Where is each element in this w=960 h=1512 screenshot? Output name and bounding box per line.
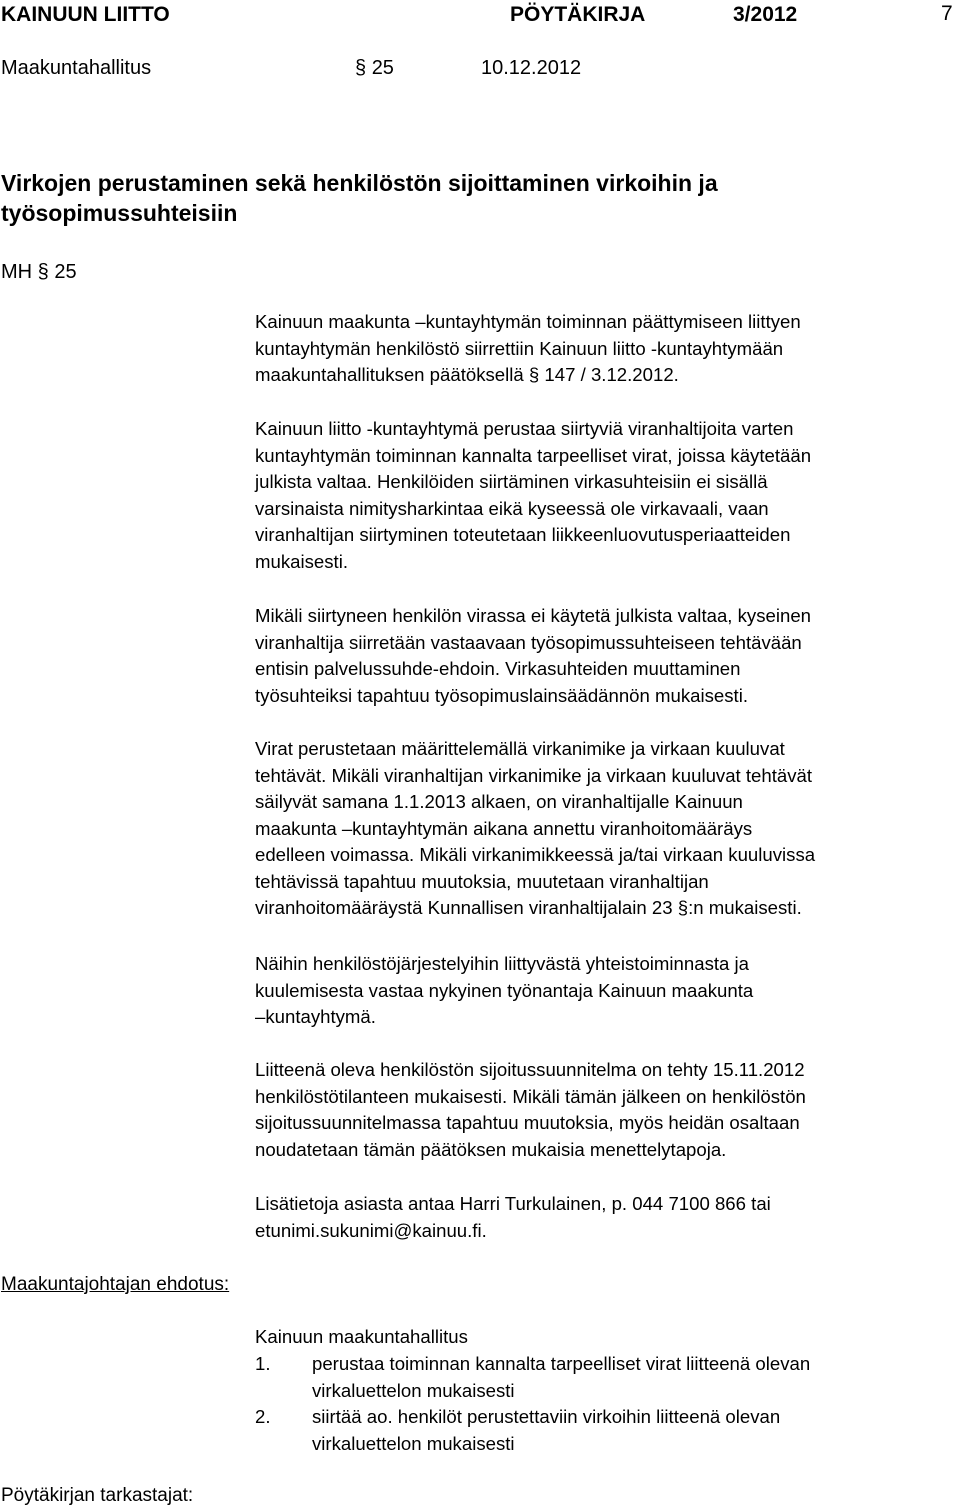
text-line: kuntayhtymän henkilöstö siirrettiin Kainuun liitto -kuntayhtymään xyxy=(255,337,784,359)
text-line: säilyvät samana 1.1.2013 alkaen, on viranhaltijalle Kainuun xyxy=(255,791,743,812)
text-line: Liitteenä oleva henkilöstön sijoitussuunnitelma on tehty 15.11.2012 xyxy=(255,1059,805,1080)
proposal-list xyxy=(255,1351,959,1457)
text-line: viranhaltija siirretään vastaavaan työsopimussuhteiseen tehtävään xyxy=(255,631,802,653)
text-line: Näihin henkilöstöjärjestelyihin liittyvästä yhteistoiminnasta ja xyxy=(255,953,750,974)
text-line: –kuntayhtymä. xyxy=(255,1006,376,1027)
paragraph-7 xyxy=(255,1191,959,1244)
text-line: perustaa toiminnan kannalta tarpeelliset virat liitteenä olevan xyxy=(312,1353,811,1374)
doc-number: 3/2012 xyxy=(733,3,798,26)
text-line: Kainuun maakunta –kuntayhtymän toiminnan päättymiseen liittyen xyxy=(255,311,801,332)
text-line: maakunta –kuntayhtymän aikana annettu viranhoitomääräys xyxy=(255,817,753,839)
page-number: 7 xyxy=(941,2,953,25)
text-line: maakuntahallituksen päätöksellä § 147 / 3.12.2012. xyxy=(255,364,679,385)
text-line: kuntayhtymän toiminnan kannalta tarpeelliset virat, joissa käytetään xyxy=(255,444,812,466)
body-name: Maakuntahallitus xyxy=(1,57,152,79)
text-line: sijoitussuunnitelmassa tapahtuu muutoksia, myös heidän osaltaan xyxy=(255,1112,800,1133)
list-item xyxy=(255,1404,959,1457)
paragraph-4 xyxy=(255,736,959,922)
list-number: 2. xyxy=(255,1406,271,1427)
text-line: työsuhteiksi tapahtuu työsopimuslainsäädännön mukaisesti. xyxy=(255,684,749,706)
text-line: julkista valtaa. Henkilöiden siirtäminen virkasuhteisiin ei sisällä xyxy=(255,471,768,492)
title-line-1: Virkojen perustaminen sekä henkilöstön sijoittaminen virkoihin ja xyxy=(1,170,718,196)
list-number: 1. xyxy=(255,1353,271,1374)
text-line: tehtävät. Mikäli viranhaltijan virkanimike ja virkaan kuuluvat tehtävät xyxy=(255,764,813,786)
paragraph-3 xyxy=(255,603,959,709)
text-line: siirtää ao. henkilöt perustettaviin virkoihin liitteenä olevan xyxy=(312,1406,781,1427)
text-line: virkaluettelon mukaisesti xyxy=(312,1379,515,1401)
section-number-value: 25 xyxy=(371,57,394,79)
paragraph-5 xyxy=(255,951,959,1031)
paragraph-1 xyxy=(255,309,959,389)
list-item xyxy=(255,1351,959,1404)
section-sign: § xyxy=(355,57,367,79)
proposal-intro xyxy=(255,1324,959,1351)
text-line: tehtävissä tapahtuu muutoksia, muutetaan viranhaltijan xyxy=(255,870,709,892)
title-line-2: työsopimussuhteisiin xyxy=(1,200,238,226)
text-line: Virat perustetaan määrittelemällä virkanimike ja virkaan kuuluvat xyxy=(255,738,785,759)
text-line: entisin palvelussuhde-ehdoin. Virkasuhteiden muuttaminen xyxy=(255,658,741,679)
section-number xyxy=(355,57,394,79)
paragraph-2 xyxy=(255,416,959,575)
text-line: Kainuun liitto -kuntayhtymä perustaa siirtyviä viranhaltijoita varten xyxy=(255,418,794,439)
page-title xyxy=(1,168,901,228)
text-line: viranhaltijan siirtyminen toteutetaan liikkeenluovutusperiaatteiden xyxy=(255,524,791,545)
reviewers-label: Pöytäkirjan tarkastajat: xyxy=(1,1485,194,1506)
meeting-date: 10.12.2012 xyxy=(481,57,582,79)
proposal-label: Maakuntajohtajan ehdotus: xyxy=(1,1274,230,1295)
org-name: KAINUUN LIITTO xyxy=(1,3,170,26)
text-line: edelleen voimassa. Mikäli virkanimikkeessä ja/tai virkaan kuuluvissa xyxy=(255,844,816,865)
item-reference: MH § 25 xyxy=(1,261,77,283)
text-line: Kainuun maakuntahallitus xyxy=(255,1326,468,1347)
text-line: noudatetaan tämän päätöksen mukaisia menettelytapoja. xyxy=(255,1138,727,1160)
doc-type: PÖYTÄKIRJA xyxy=(510,3,646,26)
text-line: viranhoitomääräystä Kunnallisen viranhaltijalain 23 §:n mukaisesti. xyxy=(255,897,802,918)
text-line: Lisätietoja asiasta antaa Harri Turkulainen, p. 044 7100 866 tai xyxy=(255,1193,771,1214)
text-line: Mikäli siirtyneen henkilön virassa ei käytetä julkista valtaa, kyseinen xyxy=(255,605,812,626)
text-line: mukaisesti. xyxy=(255,550,348,572)
text-line: kuulemisesta vastaa nykyinen työnantaja Kainuun maakunta xyxy=(255,979,754,1001)
text-line: henkilöstötilanteen mukaisesti. Mikäli tämän jälkeen on henkilöstön xyxy=(255,1085,806,1107)
text-line: varsinaista nimitysharkintaa eikä kyseessä ole virkavaali, vaan xyxy=(255,497,769,519)
text-line: virkaluettelon mukaisesti xyxy=(312,1432,515,1454)
text-line: etunimi.sukunimi@kainuu.fi. xyxy=(255,1219,487,1241)
paragraph-6 xyxy=(255,1057,959,1163)
